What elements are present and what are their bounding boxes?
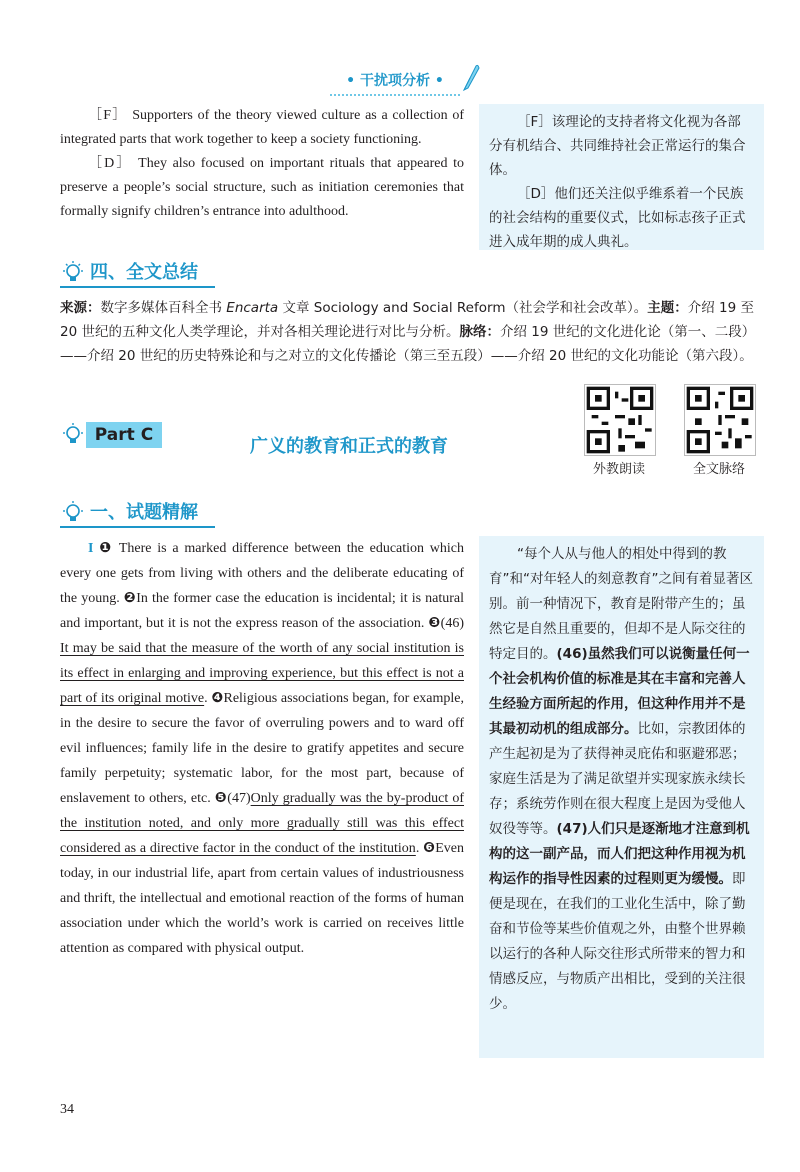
- sentence-number: ❹: [211, 690, 224, 706]
- sentence-2: In the former case the education is incidental; it is natural and important, but it is not the express reason of the association.: [60, 591, 465, 631]
- period: .: [204, 691, 208, 706]
- distractor-f-zh: ［F］该理论的支持者将文化视为各部分有机结合、共同维持社会正常运行的集合体。: [489, 114, 746, 178]
- part-badge: Part C: [86, 422, 162, 448]
- sentence-number: ❺: [214, 790, 228, 806]
- question-47-sentence: Only gradually was the by-product of the institution noted, and only more gradually still was this effect considered as a directive factor in the conduct of the institution: [60, 791, 464, 856]
- section1-title: 一、试题精解: [90, 502, 198, 523]
- section-tag: • 干扰项分析 •: [330, 68, 460, 96]
- distractor-f-en: ［F］ Supporters of the theory viewed culture as a collection of integrated parts that work together to keep a society functioning.: [60, 108, 464, 147]
- part-title: 广义的教育和正式的教育: [250, 436, 448, 457]
- qr-label-outline: 全文脉络: [692, 462, 745, 477]
- translation-box: [479, 536, 764, 1058]
- summary-title: 四、全文总结: [90, 262, 198, 283]
- sentence-6: Even today, in our industrial life, apart from certain values of industriousness and thrift, the intellectual and emotional reaction of the forms of human association under which the world’s work is carried on receives little attention as compared with physical output.: [60, 841, 464, 956]
- distractor-en: [60, 104, 464, 224]
- source-italic: Encarta: [226, 300, 279, 316]
- translation-1: “每个人从与他人的相处中得到的教育”和“对年轻人的刻意教育”之间有着显著区别。前一种情况下，教育是附带产生的；虽然它是自然且重要的，但却不是人际交往的特定目的。: [489, 546, 753, 662]
- question-47-number: (47): [227, 791, 251, 806]
- section1-heading: [60, 500, 215, 528]
- sentence-4: Religious associations began, for example, in the desire to secure the favor of overruling powers and to ward off evil influences; family life in the desire to gratify appetites and secure family perpetuity; systematic labor, for the most part, because of enslavement to others, etc.: [60, 691, 465, 806]
- translation-47: (47)人们只是逐渐地才注意到机构的这一副产品，而人们把这种作用视为机构运作的指导性因素的过程则更为缓慢。: [489, 821, 750, 887]
- sentence-1: There is a marked difference between the education which every one gets from living with others and the deliberate educating of the young.: [60, 541, 464, 606]
- qr-code-icon[interactable]: [584, 384, 656, 456]
- question-46-sentence: It may be said that the measure of the worth of any social institution is its effect in enlarging and improving experience, but this effect is not a part of its original motive: [60, 641, 464, 706]
- page-number: 34: [60, 1102, 74, 1117]
- period: .: [415, 841, 420, 856]
- topic-text: 介绍 19 至 20 世纪的五种文化人类学理论，并对各相关理论进行对比与分析。: [60, 300, 754, 340]
- qr-label-reading: 外教朗读: [592, 462, 645, 477]
- lightbulb-icon: [60, 260, 86, 286]
- lightbulb-icon: [60, 500, 86, 526]
- outline-label: 脉络：: [459, 324, 500, 340]
- sentence-number: ❸: [428, 615, 441, 631]
- distractor-d-en: ［D］ They also focused on important rituals that appeared to preserve a people’s social structure, such as initiation ceremonies that formally signify children’s entrance into adulthood.: [60, 156, 464, 219]
- quill-icon: [460, 62, 480, 92]
- source-text-1: 数字多媒体百科全书: [100, 300, 227, 316]
- topic-label: 主题：: [647, 300, 688, 316]
- translation-3: 即便是现在，在我们的工业化生活中，除了勤奋和节俭等某些价值观之外，由整个世界赖以运行的各种人际交往形式所带来的智力和情感反应，与物质产出相比，受到的关注很少。: [489, 871, 746, 1012]
- lightbulb-icon: [60, 422, 86, 448]
- distractor-translation-box: [479, 104, 764, 250]
- translation-46: (46)虽然我们可以说衡量任何一个社会机构价值的标准是其在丰富和完善人生经验方面所起的作用，但这种作用并不是其最初动机的组成部分。: [489, 646, 750, 737]
- question-46-number: (46): [440, 616, 464, 631]
- distractor-d-zh: ［D］他们还关注似乎维系着一个民族的社会结构的重要仪式，比如标志孩子正式进入成年期的成人典礼。: [489, 186, 746, 250]
- paragraph-marker: I: [88, 541, 94, 556]
- summary-body: [60, 296, 764, 368]
- summary-heading: [60, 260, 215, 288]
- outline-text: 介绍 19 世纪的文化进化论（第一、二段）——介绍 20 世纪的历史特殊论和与之对立的文化传播论（第三至五段）——介绍 20 世纪的文化功能论（第六段）。: [60, 324, 756, 364]
- sentence-number: ❷: [123, 590, 137, 606]
- sentence-number: ❶: [99, 540, 114, 556]
- source-text-2: 文章 Sociology and Social Reform（社会学和社会改革）。: [278, 300, 648, 316]
- sentence-number: ❻: [423, 840, 436, 856]
- passage-en: [60, 536, 464, 961]
- qr-code-icon[interactable]: [684, 384, 756, 456]
- source-label: 来源：: [60, 300, 101, 316]
- translation-2: 比如，宗教团体的产生起初是为了获得神灵庇佑和驱避邪恶；家庭生活是为了满足欲望并实现家族永续长存；系统劳作则在很大程度上是因为受他人奴役等等。: [489, 721, 746, 837]
